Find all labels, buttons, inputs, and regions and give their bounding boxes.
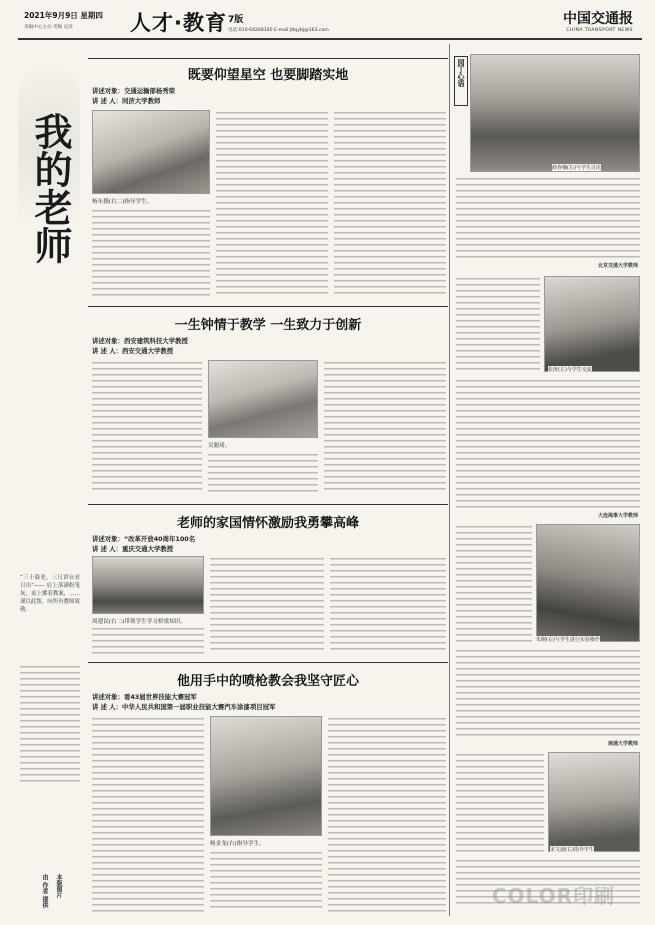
right-body-3b — [456, 648, 640, 736]
right-body-4 — [456, 752, 544, 852]
right-photo-1-caption: 薛春楠(右)与学生讨论 — [552, 165, 601, 171]
article-2-body-col3 — [324, 360, 446, 494]
article-4-narrator: 讲 述 人：中华人民共和国第一届职业技能大赛汽车涂漆项目冠军 — [92, 703, 276, 711]
column-intro: “三十载老，三尺讲台看日出”—— 肩上落满粉笔灰，桌上摞着教案，……谨以此版，向所有教师致敬。 — [20, 575, 80, 613]
article-1-body-col2 — [216, 110, 328, 298]
masthead — [0, 0, 655, 40]
article-2-photo-caption: 吴魁琦。 — [208, 443, 231, 449]
column-title-area — [18, 44, 82, 916]
right-byline-1: 北京交通大学教师 — [597, 263, 638, 269]
watermark: COLOR印刷 — [491, 884, 615, 908]
column-intro-lines — [20, 664, 80, 784]
article-3-photo — [92, 556, 204, 614]
column-credit-1: 本版图片 — [55, 874, 62, 898]
paper-name-en: CHINA TRANSPORT NEWS — [566, 28, 633, 33]
article-1-speaker: 讲述对象：交通运输部杨秀荣 — [92, 87, 176, 95]
right-column-label: 园丁心语 — [454, 56, 468, 106]
article-3-photo-caption: 周建民(右二)带领学生学习桥梁知识。 — [92, 619, 186, 625]
column-credit-2: 由 作者 提供 — [41, 874, 48, 909]
article-4-speaker: 讲述对象：看43届世界技能大赛冠军 — [92, 693, 197, 701]
article-4-photo-caption: 杨金龙(右)指导学生。 — [210, 841, 265, 847]
article-1 — [88, 58, 448, 298]
right-photo-2-caption: 张涛(左)与学生交流 — [548, 367, 592, 373]
right-body-3 — [456, 524, 532, 642]
article-4-body-col3 — [328, 716, 446, 912]
article-1-body-col1 — [92, 208, 210, 298]
article-1-title: 既要仰望星空 也要脚踏实地 — [187, 68, 349, 83]
date-line: 2021年9月9日 星期四 — [24, 11, 103, 20]
article-3-narrator: 讲 述 人：重庆交通大学教授 — [92, 545, 174, 553]
article-1-narrator: 讲 述 人：同济大学教师 — [92, 97, 161, 105]
article-4-body-col1 — [92, 716, 204, 912]
right-photo-3 — [536, 524, 640, 642]
right-photo-4-caption: 宋文迪(右)指导学生 — [550, 847, 594, 853]
article-3-title: 老师的家国情怀激励我勇攀高峰 — [176, 516, 359, 531]
article-4-body-col2 — [210, 850, 322, 912]
article-1-top-rule — [88, 58, 448, 59]
paper-name: 中国交通报 — [563, 11, 633, 27]
article-2-top-rule — [88, 306, 448, 307]
article-2-body-col2 — [208, 452, 318, 494]
page-number: 7版 — [228, 15, 244, 25]
article-3-body-col3 — [330, 556, 446, 654]
masthead-divider — [18, 38, 642, 40]
right-byline-2: 大连海事大学教师 — [597, 513, 638, 519]
article-4-top-rule — [88, 662, 448, 663]
right-byline-3: 南通大学教师 — [607, 741, 638, 747]
article-1-body-col3 — [334, 110, 446, 298]
article-3-body-col1 — [92, 626, 204, 654]
article-2-photo — [208, 360, 318, 438]
right-photo-4 — [548, 752, 640, 852]
contact-line: 电话:010-64268340 E-mail:jtbjybj@163.com — [228, 28, 329, 33]
article-3-body-col2 — [210, 556, 324, 654]
article-2-narrator: 讲 述 人：西安交通大学教授 — [92, 347, 174, 355]
article-3 — [88, 504, 448, 654]
right-photo-2 — [544, 276, 640, 372]
right-column — [452, 44, 642, 916]
section-title: 人才·教育 — [130, 11, 227, 35]
article-2 — [88, 306, 448, 496]
column-title: 我的老师 — [28, 112, 73, 264]
right-photo-1 — [470, 54, 640, 172]
article-4-title: 他用手中的喷枪教会我坚守匠心 — [176, 674, 359, 689]
article-3-speaker: 讲述对象：“改革开放40周年100名 — [92, 535, 196, 543]
right-body-2 — [456, 276, 540, 372]
article-1-photo-caption: 杨东援(右二)指导学生。 — [92, 199, 153, 205]
right-body-1 — [456, 176, 640, 260]
right-photo-3-caption: 朱刚(右)与学生进行实验操作 — [536, 637, 600, 643]
column-separator — [449, 44, 450, 916]
article-4-photo — [210, 716, 322, 836]
right-body-2b — [456, 378, 640, 508]
article-3-top-rule — [88, 504, 448, 505]
article-2-title: 一生钟情于教学 一生致力于创新 — [174, 318, 362, 333]
article-1-photo — [92, 110, 210, 194]
article-2-body-col1 — [92, 360, 202, 494]
article-4 — [88, 662, 448, 916]
article-2-speaker: 讲述对象：西安建筑科技大学教授 — [92, 337, 188, 345]
editor-line: 采编中心主办 责编 吴泽 — [24, 25, 73, 30]
